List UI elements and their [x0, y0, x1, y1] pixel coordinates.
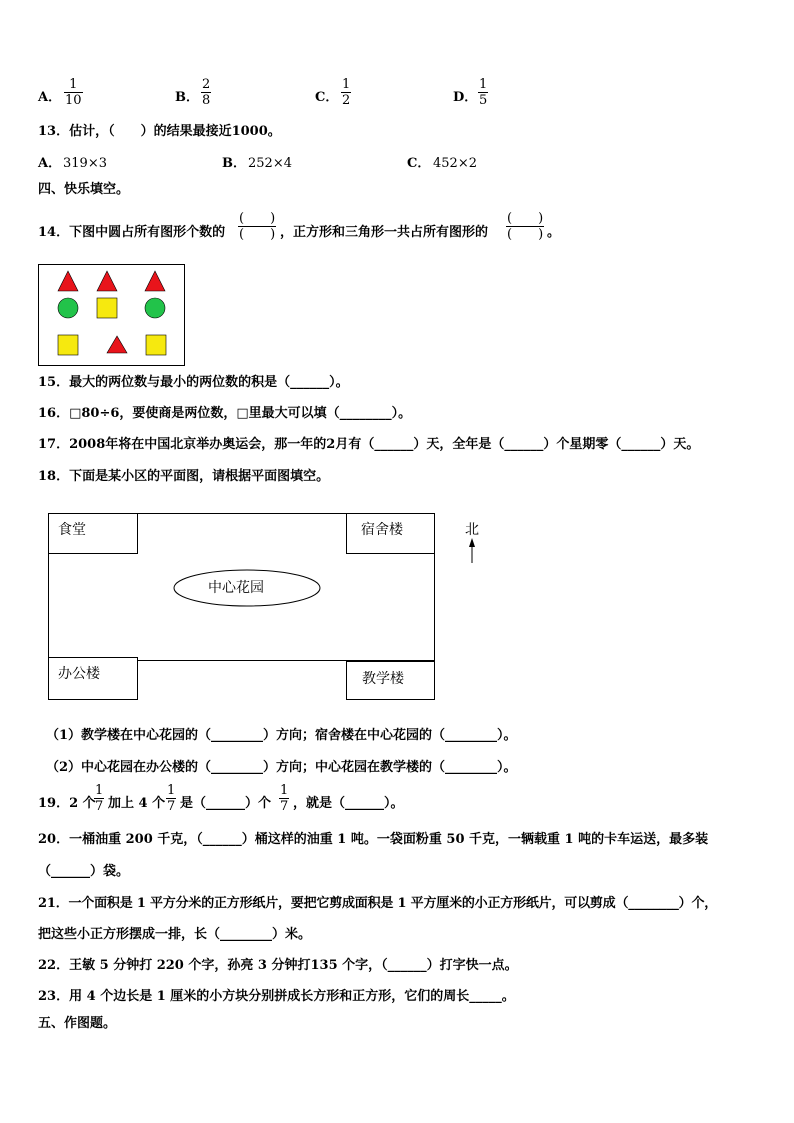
q19-fraction-3 [279, 783, 289, 814]
question-17: 17．2008年将在中国北京举办奥运会，那一年的2月有（______）天，全年是（______）个星期零（______）天。 [38, 437, 700, 452]
q12-option-a-label: A． [38, 90, 62, 105]
fraction-denominator: 7 [95, 799, 104, 814]
triangle-shape [145, 271, 165, 291]
question-14-part2: ，正方形和三角形一共占所有图形的 [280, 225, 489, 240]
question-19-part-c: 是（______）个 [180, 796, 272, 811]
q12-option-b-label: B． [175, 90, 199, 105]
map-label-canteen: 食堂 [58, 522, 86, 538]
triangle-shape [107, 336, 127, 353]
fraction-numerator: 1 [479, 77, 488, 92]
fraction-numerator: ( ) [239, 211, 276, 226]
q13-option-a-label: A． [38, 156, 62, 171]
square-shape [97, 298, 117, 318]
square-shape [146, 335, 166, 355]
fraction-numerator: 1 [342, 77, 351, 92]
question-18-1: （1）教学楼在中心花园的（________）方向；宿舍楼在中心花园的（________）。 [46, 728, 517, 743]
question-18-2: （2）中心花园在办公楼的（________）方向；中心花园在教学楼的（________）。 [46, 760, 517, 775]
fraction-numerator: 1 [95, 783, 104, 798]
question-19-part-b: 加上 4 个 [108, 796, 166, 811]
question-22: 22．王敏 5 分钟打 220 个字，孙亮 3 分钟打135 个字，（______）打字快一点。 [38, 958, 518, 973]
fraction-denominator: 2 [342, 93, 351, 108]
q13-option-c-value: 452×2 [433, 156, 477, 171]
q19-fraction-2 [166, 783, 176, 814]
circle-shape [58, 298, 78, 318]
fraction-denominator: ( ) [507, 227, 544, 242]
question-19-part-d: ，就是（______）。 [293, 796, 404, 811]
map-label-office: 办公楼 [58, 666, 100, 682]
question-20-line1: 20．一桶油重 200 千克，（______）桶这样的油重 1 吨。一袋面粉重 50 千克，一辆载重 1 吨的卡车运送，最多装 [38, 832, 709, 847]
question-18: 18．下面是某小区的平面图，请根据平面图填空。 [38, 469, 330, 484]
question-14-part1: 14．下图中圆占所有图形个数的 [38, 225, 226, 240]
q13-option-b-label: B． [222, 156, 246, 171]
q13-option-b-value: 252×4 [248, 156, 292, 171]
triangle-shape [58, 271, 78, 291]
square-shape [58, 335, 78, 355]
question-15: 15．最大的两位数与最小的两位数的积是（______）。 [38, 375, 349, 390]
fraction-numerator: ( ) [507, 211, 544, 226]
question-20-line2: （______）袋。 [38, 864, 130, 879]
fraction-numerator: 2 [202, 77, 211, 92]
triangle-shape [97, 271, 117, 291]
question-13: 13．估计，（ ）的结果最接近1000。 [38, 124, 281, 139]
fraction-numerator: 1 [280, 783, 289, 798]
fraction-numerator: 1 [167, 783, 176, 798]
map-label-north: 北 [465, 522, 479, 538]
fraction-denominator: 5 [479, 93, 488, 108]
q12-option-c-label: C． [315, 90, 339, 105]
q13-option-a-value: 319×3 [63, 156, 107, 171]
question-19-part-a: 19．2 个 [38, 796, 96, 811]
question-23: 23．用 4 个边长是 1 厘米的小方块分别拼成长方形和正方形，它们的周长_____。 [38, 989, 515, 1004]
map-label-garden: 中心花园 [208, 580, 264, 596]
q19-fraction-1 [94, 783, 104, 814]
q12-option-d-label: D． [453, 90, 478, 105]
fraction-denominator: 10 [65, 93, 82, 108]
section-4-heading: 四、快乐填空。 [38, 182, 130, 197]
question-14-part3: 。 [547, 225, 561, 240]
map-label-teaching: 教学楼 [362, 671, 404, 687]
fraction-denominator: 7 [280, 799, 289, 814]
circle-shape [145, 298, 165, 318]
fraction-denominator: ( ) [239, 227, 276, 242]
map-label-dorm: 宿舍楼 [361, 522, 403, 538]
q13-option-c-label: C． [407, 156, 431, 171]
section-5-heading: 五、作图题。 [38, 1016, 117, 1031]
fraction-denominator: 7 [167, 799, 176, 814]
question-21-line1: 21．一个面积是 1 平方分米的正方形纸片，要把它剪成面积是 1 平方厘米的小正方形纸片，可以剪成（________）个， [38, 896, 718, 911]
north-arrow-icon [469, 538, 475, 547]
fraction-denominator: 8 [202, 93, 211, 108]
question-21-line2: 把这些小正方形摆成一排，长（________）米。 [38, 927, 312, 942]
fraction-numerator: 1 [69, 77, 78, 92]
question-16: 16．□80÷6，要使商是两位数，□里最大可以填（________）。 [38, 406, 412, 421]
